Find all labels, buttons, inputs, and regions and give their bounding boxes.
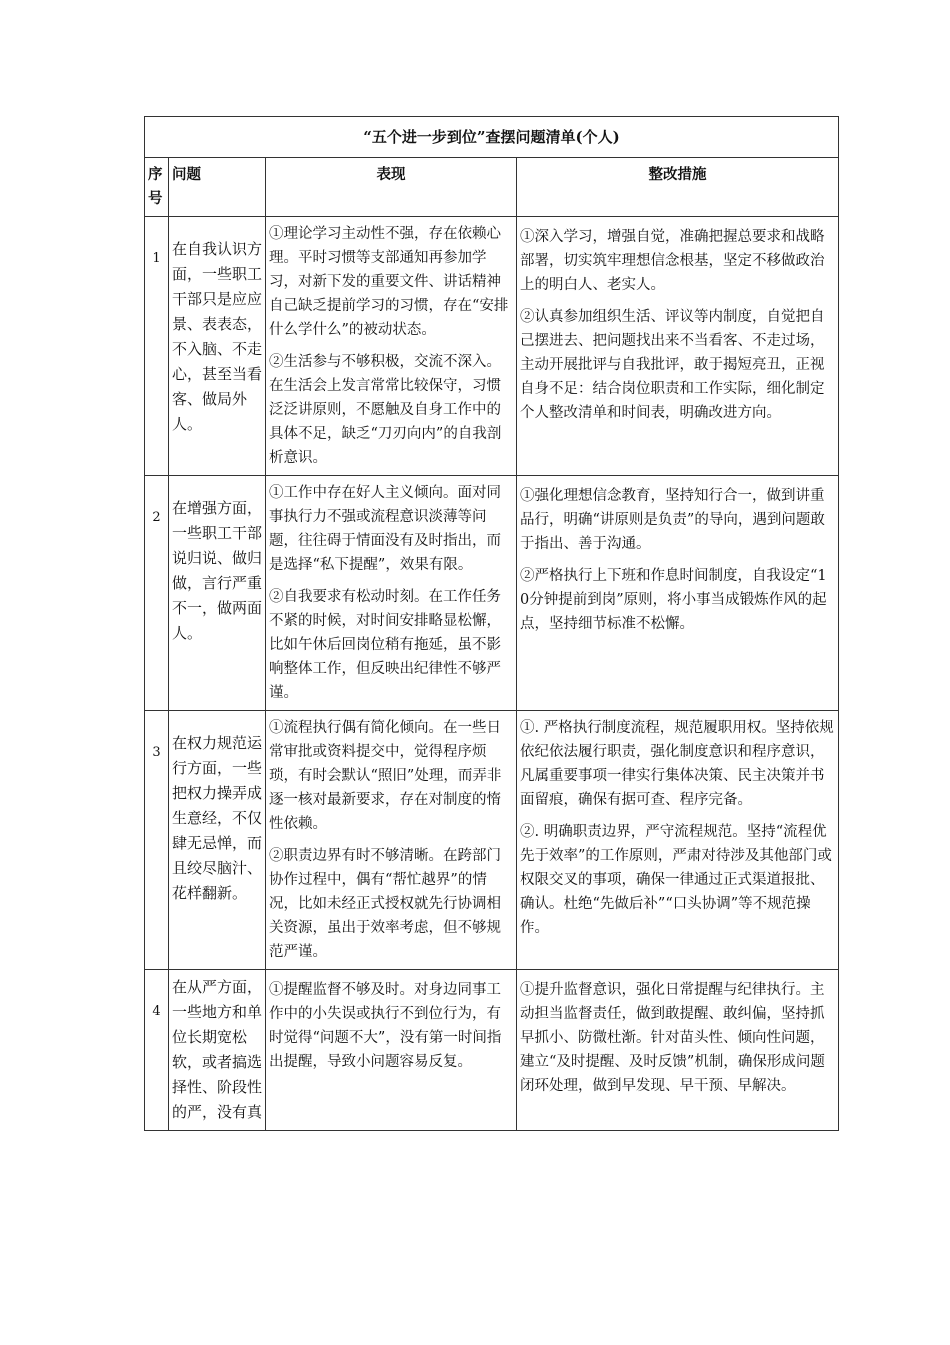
- fix-paragraph: ②严格执行上下班和作息时间制度，自我设定“10分钟提前到岗”原则，将小事当成锻炼作风的起点，坚持细节标准不松懈。: [520, 568, 827, 632]
- row-issue: 在增强方面，一些职工干部说归说、做归做，言行严重不一，做两面人。: [169, 476, 266, 711]
- fix-paragraph: ①强化理想信念教育，坚持知行合一，做到讲重品行，明确“讲原则是负责”的导向，遇到问题敢于指出、善于沟通。: [520, 488, 825, 552]
- show-paragraph: ②职责边界有时不够清晰。在跨部门协作过程中，偶有“帮忙越界”的情况，比如未经正式授权就先行协调相关资源，虽出于效率考虑，但不够规范严谨。: [269, 848, 501, 960]
- show-paragraph: ①流程执行偶有简化倾向。在一些日常审批或资料提交中，觉得程序烦琐，有时会默认“照旧”处理，而弄非逐一核对最新要求，存在对制度的惰性依赖。: [269, 720, 502, 832]
- fix-paragraph: ②. 明确职责边界，严守流程规范。坚持“流程优先于效率”的工作原则，严肃对待涉及其他部门或权限交叉的事项，确保一律通过正式渠道报批、确认。杜绝“先做后补”“口头协调”等不规范操作。: [520, 824, 832, 936]
- fix-paragraph: ①提升监督意识，强化日常提醒与纪律执行。主动担当监督责任，做到敢提醒、敢纠偏，坚持抓早抓小、防微杜渐。针对苗头性、倾向性问题，建立“及时提醒、及时反馈”机制，确保形成问题闭环处理，做到早发现、早干预、早解决。: [520, 982, 825, 1094]
- row-seq: 3: [145, 711, 169, 970]
- show-paragraph: ①理论学习主动性不强，存在依赖心理。平时习惯等支部通知再参加学习，对新下发的重要文件、讲话精神自己缺乏提前学习的习惯，存在“安排什么学什么”的被动状态。: [269, 226, 509, 338]
- table-row: [145, 476, 839, 711]
- issue-checklist-table: [144, 116, 839, 1131]
- fix-paragraph: ②认真参加组织生活、评议等内制度，自觉把自己摆进去、把问题找出来不当看客、不走过场，主动开展批评与自我批评，敢于揭短亮丑，正视自身不足：结合岗位职责和工作实际，细化制定个人整改清单和时间表，明确改进方向。: [520, 309, 825, 421]
- header-seq: 序号: [145, 158, 169, 217]
- show-paragraph: ①工作中存在好人主义倾向。面对同事执行力不强或流程意识淡薄等问题，往往碍于情面没有及时指出，而是选择“私下提醒”，效果有限。: [269, 485, 501, 573]
- show-paragraph: ②自我要求有松动时刻。在工作任务不紧的时候，对时间安排略显松懈，比如午休后回岗位稍有拖延，虽不影响整体工作，但反映出纪律性不够严谨。: [269, 589, 501, 701]
- row-seq: 2: [145, 476, 169, 711]
- table-row: [145, 970, 839, 1131]
- row-issue: 在权力规范运行方面，一些把权力操弄成生意经，不仅肆无忌惮，而且绞尽脑汁、花样翻新。: [169, 711, 266, 970]
- row-seq: 1: [145, 217, 169, 476]
- row-show: [266, 970, 517, 1131]
- show-paragraph: ②生活参与不够积极，交流不深入。在生活会上发言常常比较保守，习惯泛泛讲原则，不愿触及自身工作中的具体不足，缺乏“刀刃向内”的自我剖析意识。: [269, 354, 502, 466]
- show-paragraph: ①提醒监督不够及时。对身边同事工作中的小失误或执行不到位行为，有时觉得“问题不大”，没有第一时间指出提醒，导致小问题容易反复。: [269, 982, 502, 1070]
- header-fix: 整改措施: [517, 158, 839, 217]
- row-fix: [517, 217, 839, 476]
- row-show: [266, 711, 517, 970]
- row-fix: [517, 711, 839, 970]
- table-row: [145, 711, 839, 970]
- row-issue: 在自我认识方面，一些职工干部只是应应景、表表态，不入脑、不走心，甚至当看客、做局外人。: [169, 217, 266, 476]
- table-row: [145, 217, 839, 476]
- row-fix: [517, 476, 839, 711]
- row-fix: [517, 970, 839, 1131]
- header-show: 表现: [266, 158, 517, 217]
- row-issue: 在从严方面，一些地方和单位长期宽松软，或者搞选择性、阶段性的严，没有真: [169, 970, 266, 1131]
- fix-paragraph: ①. 严格执行制度流程，规范履职用权。坚持依规依纪依法履行职责，强化制度意识和程序意识，凡属重要事项一律实行集体决策、民主决策并书面留痕，确保有据可查、程序完备。: [520, 720, 834, 808]
- row-seq: 4: [145, 970, 169, 1131]
- row-show: [266, 476, 517, 711]
- fix-paragraph: ①深入学习，增强自觉，准确把握总要求和战略部署，切实筑牢理想信念根基，坚定不移做政治上的明白人、老实人。: [520, 229, 825, 293]
- header-issue: 问题: [169, 158, 266, 217]
- table-title: “五个进一步到位”查摆问题清单(个人): [145, 117, 839, 158]
- title-row: [145, 117, 839, 158]
- row-show: [266, 217, 517, 476]
- header-row: [145, 158, 839, 217]
